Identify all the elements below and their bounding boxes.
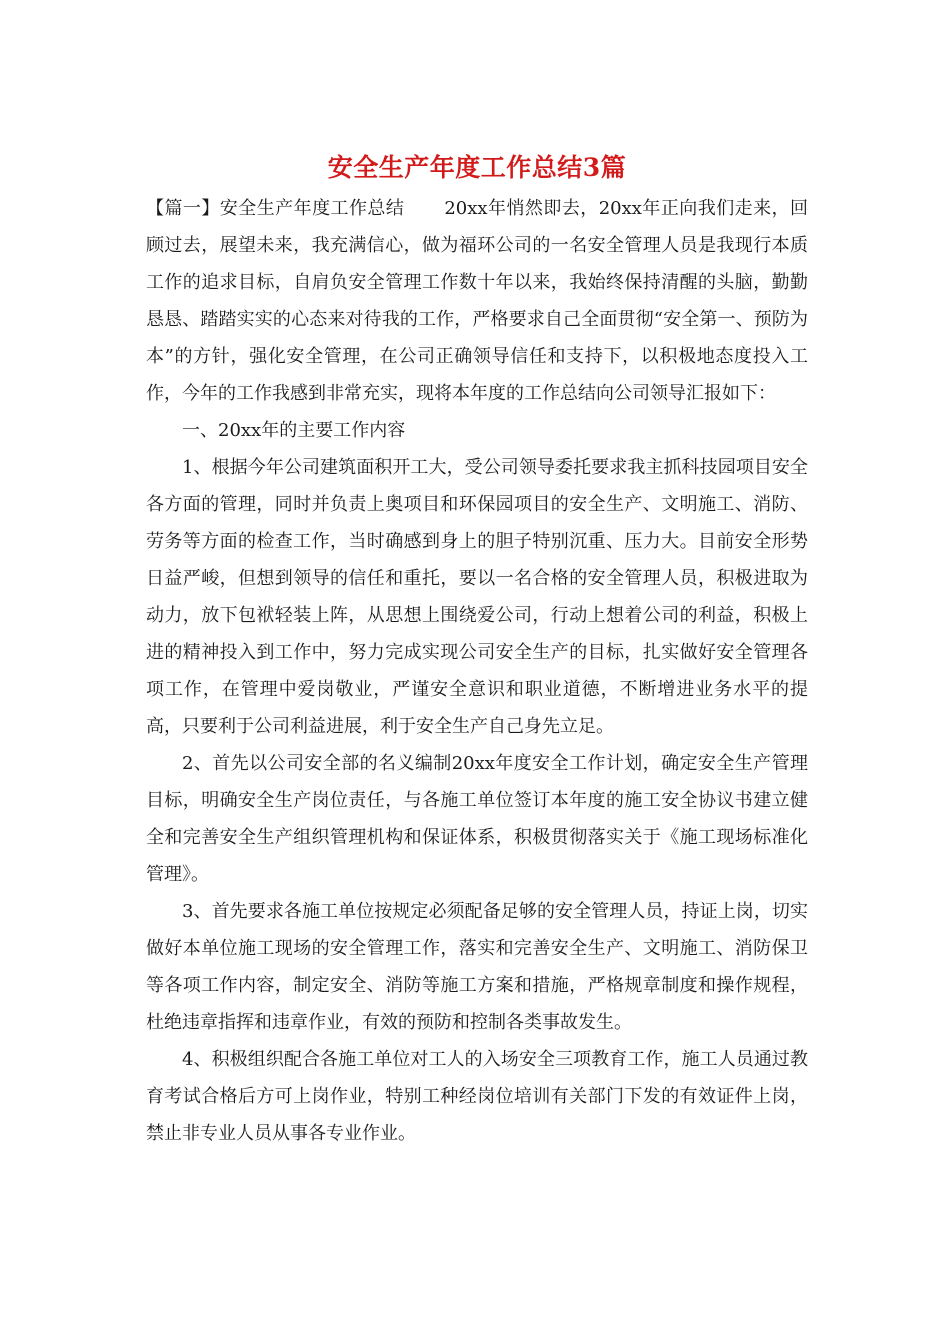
item-paragraph-1: 1、根据今年公司建筑面积开工大，受公司领导委托要求我主抓科技园项目安全各方面的管理，同时并负责上奥项目和环保园项目的安全生产、文明施工、消防、劳务等方面的检查工作，当时确感到身上的胆子特别沉重、压力大。目前安全形势日益严峻，但想到领导的信任和重托，要以一名合格的安全管理人员，积极进取为动力，放下包袱轻装上阵，从思想上围绕爱公司，行动上想着公司的利益，积极上进的精神投入到工作中，努力完成实现公司安全生产的目标，扎实做好安全管理各项工作，在管理中爱岗敬业，严谨安全意识和职业道德，不断增进业务水平的提高，只要利于公司利益进展，利于安全生产自己身先立足。 [146,457,808,737]
intro-heading: 【篇一】安全生产年度工作总结 [146,198,405,219]
document-title: 安全生产年度工作总结3篇 [327,153,627,182]
item-paragraph-4: 4、积极组织配合各施工单位对工人的入场安全三项教育工作，施工人员通过教育考试合格后方可上岗作业，特别工种经岗位培训有关部门下发的有效证件上岗，禁止非专业人员从事各专业作业。 [146,1049,808,1144]
document-page [146,150,808,1152]
item-paragraph-3: 3、首先要求各施工单位按规定必须配备足够的安全管理人员，持证上岗，切实做好本单位施工现场的安全管理工作，落实和完善安全生产、文明施工、消防保卫等各项工作内容，制定安全、消防等施工方案和措施，严格规章制度和操作规程，杜绝违章指挥和违章作业，有效的预防和控制各类事故发生。 [146,901,808,1033]
section-heading: 一、20xx年的主要工作内容 [182,420,406,441]
item-paragraph-2: 2、首先以公司安全部的名义编制20xx年度安全工作计划，确定安全生产管理目标，明确安全生产岗位责任，与各施工单位签订本年度的施工安全协议书建立健全和完善安全生产组织管理机构和保证体系，积极贯彻落实关于《施工现场标准化管理》。 [146,753,808,885]
intro-paragraph [146,190,808,412]
intro-text: 20xx年悄然即去，20xx年正向我们走来，回顾过去，展望未来，我充满信心，做为福环公司的一名安全管理人员是我现行本质工作的追求目标，自肩负安全管理工作数十年以来，我始终保持清醒的头脑，勤勤恳恳、踏踏实实的心态来对待我的工作，严格要求自己全面贯彻“安全第一、预防为本”的方针，强化安全管理，在公司正确领导信任和支持下，以积极地态度投入工作，今年的工作我感到非常充实，现将本年度的工作总结向公司领导汇报如下： [146,198,808,404]
